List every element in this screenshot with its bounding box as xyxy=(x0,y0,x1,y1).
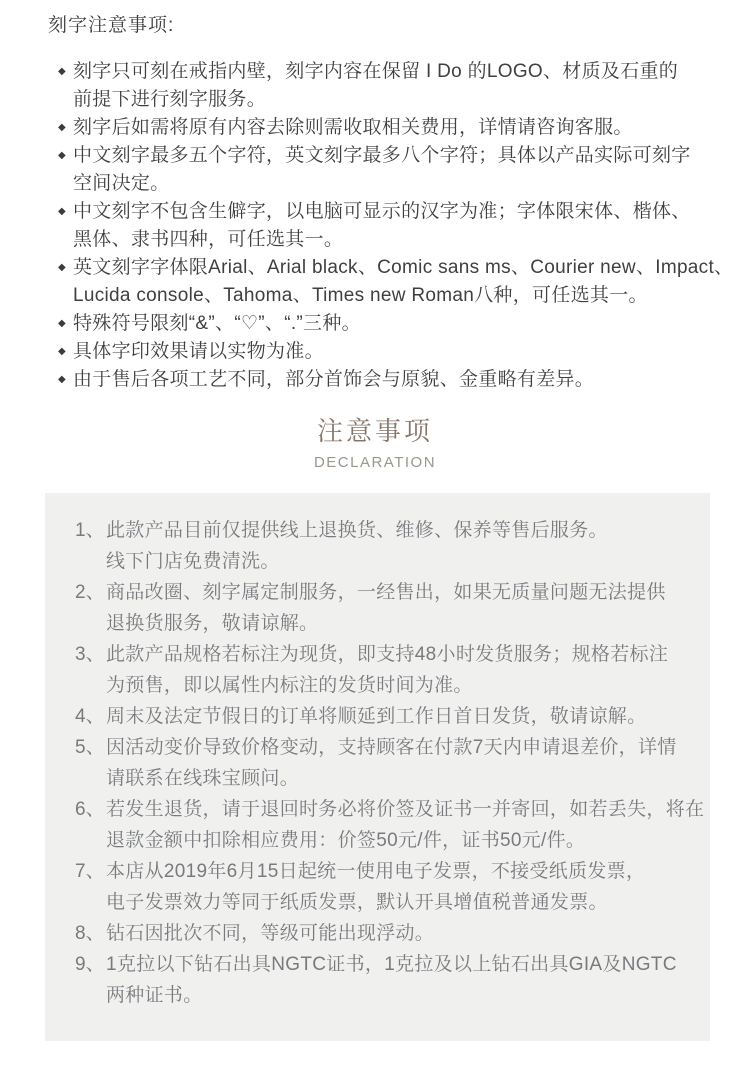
declaration-title-cn: 注意事项 xyxy=(316,416,433,446)
declaration-line: 因活动变价导致价格变动，支持顾客在付款7天内申请退差价，详情 xyxy=(106,737,677,758)
declaration-title-en: DECLARATION xyxy=(313,454,437,471)
declaration-item xyxy=(75,639,692,701)
item-number: 9、 xyxy=(75,954,105,975)
declaration-box xyxy=(45,493,710,1041)
declaration-item xyxy=(75,732,692,794)
note-line: 特殊符号限刻“&”、“♡”、“.”三种。 xyxy=(73,313,361,334)
declaration-line: 1克拉以下钻石出具NGTC证书，1克拉及以上钻石出具GIA及NGTC xyxy=(106,954,677,975)
engraving-note-item xyxy=(58,254,734,310)
item-number: 6、 xyxy=(75,799,105,820)
declaration-line: 钻石因批次不同，等级可能出现浮动。 xyxy=(106,923,435,944)
diamond-bullet-icon: ◆ xyxy=(58,66,66,77)
declaration-line: 若发生退货，请于退回时务必将价签及证书一并寄回，如若丢失，将在 xyxy=(106,799,705,820)
declaration-item xyxy=(75,856,692,918)
diamond-bullet-icon: ◆ xyxy=(58,206,66,217)
note-line: 刻字只可刻在戒指内壁，刻字内容在保留 I Do 的LOGO、材质及石重的 xyxy=(73,61,679,82)
engraving-note-item xyxy=(58,142,706,198)
declaration-item xyxy=(75,701,692,732)
item-number: 3、 xyxy=(75,644,105,665)
declaration-item xyxy=(75,577,692,639)
note-line: 刻字后如需将原有内容去除则需收取相关费用，详情请咨询客服。 xyxy=(73,117,633,138)
declaration-line: 电子发票效力等同于纸质发票，默认开具增值税普通发票。 xyxy=(106,892,608,913)
engraving-note-item xyxy=(58,58,706,114)
declaration-line: 线下门店免费清洗。 xyxy=(106,551,280,572)
engraving-section-title: 刻字注意事项: xyxy=(48,15,175,36)
declaration-item xyxy=(75,918,692,949)
engraving-note-item xyxy=(58,338,706,366)
declaration-line: 两种证书。 xyxy=(106,985,203,1006)
note-line: 黑体、隶书四种，可任选其一。 xyxy=(73,229,344,250)
item-number: 4、 xyxy=(75,706,105,727)
item-number: 8、 xyxy=(75,923,105,944)
item-number: 7、 xyxy=(75,861,105,882)
declaration-line: 此款产品目前仅提供线上退换货、维修、保养等售后服务。 xyxy=(106,520,608,541)
note-line: 中文刻字不包含生僻字，以电脑可显示的汉字为准；字体限宋体、楷体、 xyxy=(73,201,691,222)
note-line: 前提下进行刻字服务。 xyxy=(73,89,267,110)
declaration-line: 退款金额中扣除相应费用：价签50元/件，证书50元/件。 xyxy=(106,830,586,851)
engraving-note-item xyxy=(58,366,706,394)
note-line: 具体字印效果请以实物为准。 xyxy=(73,341,324,362)
declaration-line: 商品改圈、刻字属定制服务，一经售出，如果无质量问题无法提供 xyxy=(106,582,666,603)
diamond-bullet-icon: ◆ xyxy=(58,122,66,133)
diamond-bullet-icon: ◆ xyxy=(58,318,66,329)
declaration-line: 此款产品规格若标注为现货，即支持48小时发货服务；规格若标注 xyxy=(106,644,669,665)
item-number: 5、 xyxy=(75,737,105,758)
declaration-item xyxy=(75,515,692,577)
diamond-bullet-icon: ◆ xyxy=(58,374,66,385)
declaration-item xyxy=(75,949,692,1011)
item-number: 2、 xyxy=(75,582,105,603)
engraving-notes-list xyxy=(48,58,734,394)
diamond-bullet-icon: ◆ xyxy=(58,150,66,161)
declaration-section xyxy=(0,414,750,1041)
note-line: Lucida console、Tahoma、Times new Roman八种，可任选其一。 xyxy=(73,285,648,306)
declaration-line: 周末及法定节假日的订单将顺延到工作日首日发货，敬请谅解。 xyxy=(106,706,647,727)
engraving-note-item xyxy=(58,198,706,254)
declaration-item xyxy=(75,794,705,856)
declaration-line: 本店从2019年6月15日起统一使用电子发票，不接受纸质发票， xyxy=(106,861,646,882)
declaration-line: 请联系在线珠宝顾问。 xyxy=(106,768,300,789)
declaration-line: 为预售，即以属性内标注的发货时间为准。 xyxy=(106,675,473,696)
declaration-line: 退换货服务，敬请谅解。 xyxy=(106,613,319,634)
note-line: 中文刻字最多五个字符，英文刻字最多八个字符；具体以产品实际可刻字 xyxy=(73,145,691,166)
note-line: 由于售后各项工艺不同，部分首饰会与原貌、金重略有差异。 xyxy=(73,369,595,390)
note-line: 空间决定。 xyxy=(73,173,170,194)
engraving-notes-section xyxy=(0,0,750,394)
diamond-bullet-icon: ◆ xyxy=(58,346,66,357)
item-number: 1、 xyxy=(75,520,105,541)
declaration-header xyxy=(0,414,750,473)
diamond-bullet-icon: ◆ xyxy=(58,262,66,273)
engraving-note-item xyxy=(58,310,706,338)
note-line: 英文刻字字体限Arial、Arial black、Comic sans ms、Courier new、Impact、 xyxy=(73,257,734,278)
engraving-note-item xyxy=(58,114,706,142)
